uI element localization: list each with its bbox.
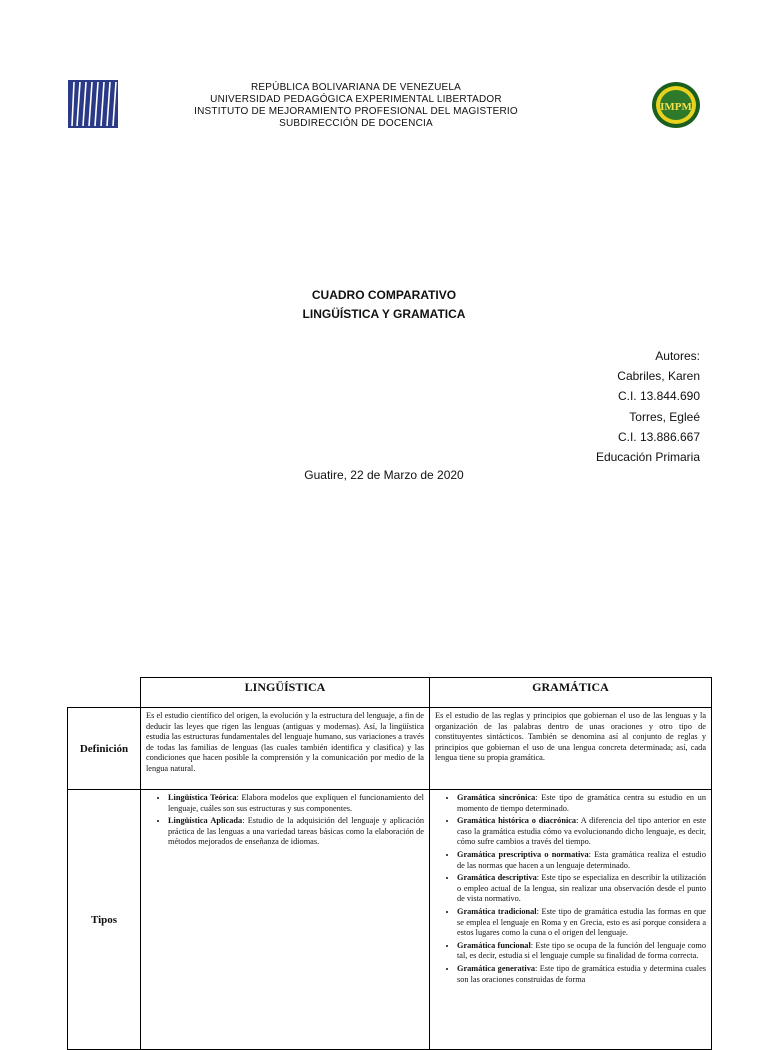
impm-logo-text: IMPM xyxy=(660,101,692,113)
header-line-3: INSTITUTO DE MEJORAMIENTO PROFESIONAL DEL MAGISTERIO xyxy=(194,106,518,117)
doc-title: CUADRO COMPARATIVO xyxy=(311,288,457,302)
authors-block xyxy=(596,346,700,467)
list-item: • Gramática sincrónica: Este tipo de gramática centra su estudio en un momento de tiempo determinado. xyxy=(457,793,706,814)
header-line-4: SUBDIRECCIÓN DE DOCENCIA xyxy=(279,118,433,129)
impm-logo xyxy=(650,80,702,130)
linguistica-definicion: Es el estudio científico del origen, la evolución y la estructura del lenguaje, a fin de deducir las leyes que rigen las lenguas (antiguas y modernas). Así, la lingüística estudia las estructuras fundamentales del lenguaje humano, sus variaciones a través de todas las familias de lenguas (las cuales también identifica y clasifica) y las condiciones que hacen posible la comprensión y la comunicación por medio de la lengua natural. xyxy=(141,708,430,790)
list-item: • Lingüística Teórica: Elabora modelos que expliquen el funcionamiento del lenguaje, cuáles son sus estructuras y sus componentes. xyxy=(168,793,424,814)
header-line-2: UNIVERSIDAD PEDAGÓGICA EXPERIMENTAL LIBERTADOR xyxy=(210,94,502,105)
table-corner xyxy=(68,678,141,708)
author-2-name: Torres, Egleé xyxy=(629,409,700,424)
row-header-tipos: Tipos xyxy=(68,790,141,1050)
author-1-id: C.I. 13.844.690 xyxy=(617,389,700,404)
comparison-table xyxy=(67,677,712,1050)
author-1-name: Cabriles, Karen xyxy=(617,369,700,384)
gramatica-definicion: Es el estudio de las reglas y principios que gobiernan el uso de las lenguas y la organización de las palabras dentro de unas oraciones y otro tipo de constituyentes sintácticos. También se denomina así al conjunto de reglas y principios que gobiernan el uso de una lengua concreta determinada; así, cada lengua tiene su propia gramática. xyxy=(430,708,712,790)
list-item: • Gramática funcional: Este tipo se ocupa de la función del lenguaje como tal, es decir, estudia si el lenguaje cumple su finalidad de forma correcta. xyxy=(457,941,706,962)
upel-logo xyxy=(68,80,118,128)
gramatica-tipos xyxy=(430,790,712,1050)
doc-subtitle: LINGÜÍSTICA Y GRAMATICA xyxy=(302,307,466,321)
author-2-id: C.I. 13.886.667 xyxy=(617,429,700,444)
list-item: • Gramática tradicional: Este tipo de gramática estudia las formas en que se emplea el lenguaje en Roma y en Grecia, esto es así porque considera a estos lugares como la cuna o el origen del lenguaje. xyxy=(457,907,706,939)
row-header-definicion: Definición xyxy=(68,708,141,790)
linguistica-tipos xyxy=(141,790,430,1050)
institution-header xyxy=(180,82,532,130)
list-item: • Gramática histórica o diacrónica: A diferencia del tipo anterior en este caso la gramática estudia cómo va evolucionando dicho lenguaje, es decir, cómo sufre cambios a través del tiempo. xyxy=(457,816,706,848)
col-header-linguistica: LINGÜÍSTICA xyxy=(141,678,430,708)
place-date: Guatire, 22 de Marzo de 2020 xyxy=(304,468,464,482)
program: Educación Primaria xyxy=(595,450,700,465)
list-item: • Gramática prescriptiva o normativa: Esta gramática realiza el estudio de las normas que hacen a un lenguaje determinado. xyxy=(457,850,706,871)
list-item: • Gramática descriptiva: Este tipo se especializa en describir la utilización o empleo actual de la lengua, sin realizar una observación desde el punto de vista normativo. xyxy=(457,873,706,905)
list-item: • Gramática generativa: Este tipo de gramática estudia y determina cuales son las oraciones construidas de forma xyxy=(457,964,706,985)
col-header-gramatica: GRAMÁTICA xyxy=(430,678,712,708)
authors-label: Autores: xyxy=(655,349,700,363)
header-line-1: REPÚBLICA BOLIVARIANA DE VENEZUELA xyxy=(250,82,462,93)
list-item: • Lingüística Aplicada: Estudio de la adquisición del lenguaje y aplicación práctica de las lenguas a una variedad tareas básicas como la elaboración de métodos mejorados de enseñanza de idiomas. xyxy=(168,816,424,848)
